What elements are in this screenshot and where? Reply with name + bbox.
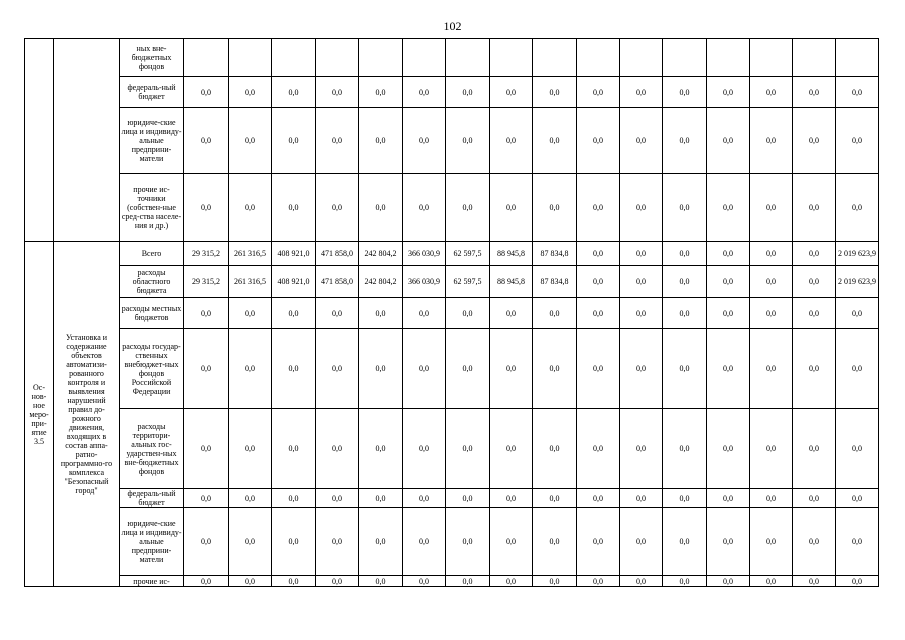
value-cell: 0,0 <box>577 77 620 108</box>
event-label-cell: Ос-нов-ное меро-при-ятие 3.5 <box>25 242 54 587</box>
funding-source-cell: прочие ис-точники (собствен-ные сред-ства населе-ния и др.) <box>120 174 184 242</box>
value-cell <box>577 39 620 77</box>
table-row <box>25 298 879 329</box>
value-cell: 0,0 <box>359 174 403 242</box>
value-cell: 0,0 <box>663 77 707 108</box>
value-cell: 0,0 <box>184 409 229 489</box>
table-row <box>25 489 879 508</box>
funding-source-cell: Всего <box>120 242 184 266</box>
value-cell: 0,0 <box>446 489 490 508</box>
value-cell: 0,0 <box>229 108 272 174</box>
value-cell: 0,0 <box>707 77 750 108</box>
value-cell: 0,0 <box>533 576 577 587</box>
value-cell: 0,0 <box>663 409 707 489</box>
value-cell: 0,0 <box>707 576 750 587</box>
value-cell: 261 316,5 <box>229 242 272 266</box>
value-cell: 0,0 <box>620 489 663 508</box>
value-cell: 0,0 <box>446 77 490 108</box>
value-cell: 0,0 <box>577 508 620 576</box>
value-cell: 0,0 <box>620 576 663 587</box>
value-cell: 366 030,9 <box>403 266 446 298</box>
value-cell: 0,0 <box>184 108 229 174</box>
value-cell <box>663 39 707 77</box>
value-cell: 0,0 <box>490 576 533 587</box>
value-cell: 0,0 <box>707 329 750 409</box>
value-cell <box>750 39 793 77</box>
value-cell: 0,0 <box>707 266 750 298</box>
value-cell: 366 030,9 <box>403 242 446 266</box>
value-cell: 0,0 <box>272 576 316 587</box>
value-cell: 0,0 <box>403 298 446 329</box>
value-cell: 0,0 <box>533 508 577 576</box>
value-cell: 0,0 <box>184 174 229 242</box>
value-cell: 0,0 <box>707 108 750 174</box>
value-cell: 0,0 <box>229 489 272 508</box>
value-cell: 0,0 <box>184 508 229 576</box>
value-cell: 0,0 <box>229 329 272 409</box>
value-cell: 471 858,0 <box>316 242 359 266</box>
value-cell: 0,0 <box>793 298 836 329</box>
value-cell: 0,0 <box>446 409 490 489</box>
value-cell: 0,0 <box>359 508 403 576</box>
table-row <box>25 77 879 108</box>
value-cell: 0,0 <box>577 266 620 298</box>
value-cell: 0,0 <box>359 409 403 489</box>
value-cell <box>620 39 663 77</box>
value-cell: 0,0 <box>272 409 316 489</box>
event-name-cell: Установка и содержание объектов автоматизи-рованного контроля и выявления нарушений правил до-рожного движения, входящих в состав аппа-ратно-программно-го комплекса "Безопасный город" <box>54 242 120 587</box>
funding-source-cell: прочие ис- <box>120 576 184 587</box>
table-row <box>25 329 879 409</box>
value-cell: 0,0 <box>836 489 879 508</box>
value-cell: 0,0 <box>533 174 577 242</box>
value-cell: 0,0 <box>229 409 272 489</box>
value-cell: 0,0 <box>663 174 707 242</box>
value-cell: 0,0 <box>663 329 707 409</box>
value-cell: 0,0 <box>750 242 793 266</box>
value-cell: 0,0 <box>316 298 359 329</box>
value-cell: 0,0 <box>229 508 272 576</box>
value-cell: 0,0 <box>446 576 490 587</box>
value-cell: 0,0 <box>229 576 272 587</box>
value-cell <box>793 39 836 77</box>
value-cell: 0,0 <box>316 508 359 576</box>
value-cell: 0,0 <box>446 329 490 409</box>
value-cell: 0,0 <box>403 409 446 489</box>
table-row <box>25 266 879 298</box>
value-cell: 0,0 <box>316 174 359 242</box>
value-cell: 0,0 <box>793 266 836 298</box>
value-cell: 0,0 <box>836 174 879 242</box>
value-cell: 0,0 <box>707 298 750 329</box>
value-cell: 0,0 <box>707 242 750 266</box>
value-cell: 0,0 <box>577 329 620 409</box>
value-cell: 0,0 <box>663 576 707 587</box>
value-cell: 0,0 <box>836 576 879 587</box>
value-cell: 0,0 <box>620 266 663 298</box>
table-row <box>25 108 879 174</box>
event-label-cell <box>25 39 54 242</box>
value-cell: 0,0 <box>359 576 403 587</box>
value-cell: 0,0 <box>620 174 663 242</box>
value-cell: 0,0 <box>620 508 663 576</box>
value-cell: 0,0 <box>836 77 879 108</box>
value-cell: 0,0 <box>663 108 707 174</box>
value-cell: 0,0 <box>620 298 663 329</box>
value-cell: 29 315,2 <box>184 266 229 298</box>
value-cell: 0,0 <box>490 174 533 242</box>
value-cell <box>229 39 272 77</box>
table-row <box>25 39 879 77</box>
value-cell: 0,0 <box>316 329 359 409</box>
value-cell: 0,0 <box>750 266 793 298</box>
value-cell: 0,0 <box>403 576 446 587</box>
value-cell: 0,0 <box>750 108 793 174</box>
page-number: 102 <box>443 19 462 33</box>
funding-source-cell: юридиче-ские лица и индивиду-альные предприни-матели <box>120 508 184 576</box>
funding-source-cell: расходы территори-альных гос-ударствен-ных вне-бюджетных фондов <box>120 409 184 489</box>
value-cell: 0,0 <box>750 489 793 508</box>
value-cell: 0,0 <box>750 174 793 242</box>
value-cell: 471 858,0 <box>316 266 359 298</box>
value-cell: 0,0 <box>446 108 490 174</box>
value-cell: 0,0 <box>707 489 750 508</box>
value-cell: 0,0 <box>359 77 403 108</box>
value-cell: 0,0 <box>620 108 663 174</box>
value-cell: 87 834,8 <box>533 266 577 298</box>
value-cell: 408 921,0 <box>272 242 316 266</box>
value-cell: 0,0 <box>793 489 836 508</box>
value-cell: 0,0 <box>316 108 359 174</box>
value-cell: 0,0 <box>184 298 229 329</box>
value-cell: 0,0 <box>490 409 533 489</box>
value-cell: 88 945,8 <box>490 266 533 298</box>
value-cell: 0,0 <box>446 508 490 576</box>
value-cell: 0,0 <box>446 174 490 242</box>
value-cell: 0,0 <box>316 409 359 489</box>
funding-source-cell: ных вне-бюджетных фондов <box>120 39 184 77</box>
value-cell: 0,0 <box>403 174 446 242</box>
funding-source-cell: юридиче-ские лица и индивиду-альные предприни-матели <box>120 108 184 174</box>
funding-source-cell: федераль-ный бюджет <box>120 77 184 108</box>
value-cell: 0,0 <box>184 77 229 108</box>
value-cell: 0,0 <box>577 108 620 174</box>
value-cell: 0,0 <box>793 77 836 108</box>
value-cell <box>184 39 229 77</box>
table-row <box>25 508 879 576</box>
value-cell: 0,0 <box>184 489 229 508</box>
value-cell: 62 597,5 <box>446 266 490 298</box>
value-cell: 0,0 <box>184 576 229 587</box>
value-cell: 0,0 <box>707 174 750 242</box>
value-cell: 0,0 <box>272 489 316 508</box>
value-cell: 0,0 <box>184 329 229 409</box>
value-cell: 0,0 <box>750 298 793 329</box>
value-cell: 0,0 <box>707 409 750 489</box>
table-row <box>25 409 879 489</box>
value-cell: 0,0 <box>750 576 793 587</box>
value-cell: 29 315,2 <box>184 242 229 266</box>
value-cell: 0,0 <box>750 77 793 108</box>
value-cell: 0,0 <box>533 77 577 108</box>
value-cell <box>403 39 446 77</box>
value-cell: 0,0 <box>793 242 836 266</box>
value-cell: 0,0 <box>229 298 272 329</box>
value-cell: 0,0 <box>577 409 620 489</box>
value-cell: 0,0 <box>577 576 620 587</box>
value-cell: 0,0 <box>663 489 707 508</box>
value-cell: 87 834,8 <box>533 242 577 266</box>
value-cell: 0,0 <box>490 329 533 409</box>
value-cell: 0,0 <box>316 576 359 587</box>
funding-source-cell: расходы местных бюджетов <box>120 298 184 329</box>
event-name-cell <box>54 39 120 242</box>
value-cell: 408 921,0 <box>272 266 316 298</box>
value-cell: 0,0 <box>229 174 272 242</box>
value-cell: 0,0 <box>490 108 533 174</box>
value-cell: 0,0 <box>316 77 359 108</box>
value-cell: 0,0 <box>793 409 836 489</box>
value-cell: 2 019 623,9 <box>836 242 879 266</box>
value-cell: 242 804,2 <box>359 242 403 266</box>
value-cell <box>446 39 490 77</box>
value-cell: 0,0 <box>490 489 533 508</box>
value-cell: 0,0 <box>620 409 663 489</box>
value-cell: 0,0 <box>620 77 663 108</box>
value-cell <box>836 39 879 77</box>
value-cell: 0,0 <box>403 77 446 108</box>
value-cell: 0,0 <box>793 108 836 174</box>
value-cell: 0,0 <box>836 508 879 576</box>
table-row <box>25 242 879 266</box>
value-cell: 0,0 <box>533 329 577 409</box>
value-cell: 0,0 <box>750 508 793 576</box>
value-cell: 0,0 <box>359 108 403 174</box>
value-cell: 0,0 <box>490 298 533 329</box>
value-cell: 0,0 <box>620 329 663 409</box>
value-cell: 0,0 <box>272 298 316 329</box>
value-cell: 0,0 <box>836 409 879 489</box>
value-cell: 0,0 <box>793 508 836 576</box>
value-cell: 0,0 <box>359 298 403 329</box>
value-cell: 0,0 <box>620 242 663 266</box>
value-cell: 0,0 <box>663 266 707 298</box>
value-cell: 0,0 <box>663 242 707 266</box>
value-cell: 62 597,5 <box>446 242 490 266</box>
value-cell: 0,0 <box>403 329 446 409</box>
value-cell: 2 019 623,9 <box>836 266 879 298</box>
table-row <box>25 576 879 587</box>
value-cell: 0,0 <box>533 108 577 174</box>
value-cell: 0,0 <box>533 489 577 508</box>
value-cell: 0,0 <box>793 329 836 409</box>
value-cell: 88 945,8 <box>490 242 533 266</box>
funding-source-cell: расходы государ-ственных внебюджет-ных фондов Российской Федерации <box>120 329 184 409</box>
value-cell: 0,0 <box>707 508 750 576</box>
funding-source-cell: федераль-ный бюджет <box>120 489 184 508</box>
value-cell: 0,0 <box>577 489 620 508</box>
value-cell: 0,0 <box>663 508 707 576</box>
value-cell: 261 316,5 <box>229 266 272 298</box>
value-cell: 0,0 <box>533 409 577 489</box>
value-cell: 0,0 <box>577 174 620 242</box>
value-cell: 0,0 <box>272 508 316 576</box>
value-cell: 0,0 <box>750 409 793 489</box>
table-row <box>25 174 879 242</box>
value-cell: 0,0 <box>750 329 793 409</box>
value-cell: 0,0 <box>446 298 490 329</box>
value-cell: 0,0 <box>836 108 879 174</box>
value-cell <box>359 39 403 77</box>
budget-table <box>24 38 879 587</box>
value-cell: 0,0 <box>793 174 836 242</box>
value-cell: 0,0 <box>272 174 316 242</box>
value-cell: 0,0 <box>359 329 403 409</box>
value-cell: 0,0 <box>490 77 533 108</box>
value-cell: 0,0 <box>490 508 533 576</box>
value-cell: 0,0 <box>272 77 316 108</box>
value-cell <box>490 39 533 77</box>
value-cell: 0,0 <box>663 298 707 329</box>
value-cell: 0,0 <box>577 242 620 266</box>
value-cell: 0,0 <box>272 329 316 409</box>
value-cell: 0,0 <box>577 298 620 329</box>
value-cell: 0,0 <box>359 489 403 508</box>
value-cell: 0,0 <box>403 508 446 576</box>
value-cell: 0,0 <box>272 108 316 174</box>
value-cell: 0,0 <box>836 329 879 409</box>
value-cell: 0,0 <box>316 489 359 508</box>
value-cell: 0,0 <box>403 108 446 174</box>
funding-source-cell: расходы областного бюджета <box>120 266 184 298</box>
value-cell: 0,0 <box>793 576 836 587</box>
value-cell: 0,0 <box>836 298 879 329</box>
value-cell: 0,0 <box>403 489 446 508</box>
value-cell: 0,0 <box>533 298 577 329</box>
value-cell: 0,0 <box>229 77 272 108</box>
value-cell <box>272 39 316 77</box>
value-cell: 242 804,2 <box>359 266 403 298</box>
value-cell <box>316 39 359 77</box>
value-cell <box>707 39 750 77</box>
value-cell <box>533 39 577 77</box>
